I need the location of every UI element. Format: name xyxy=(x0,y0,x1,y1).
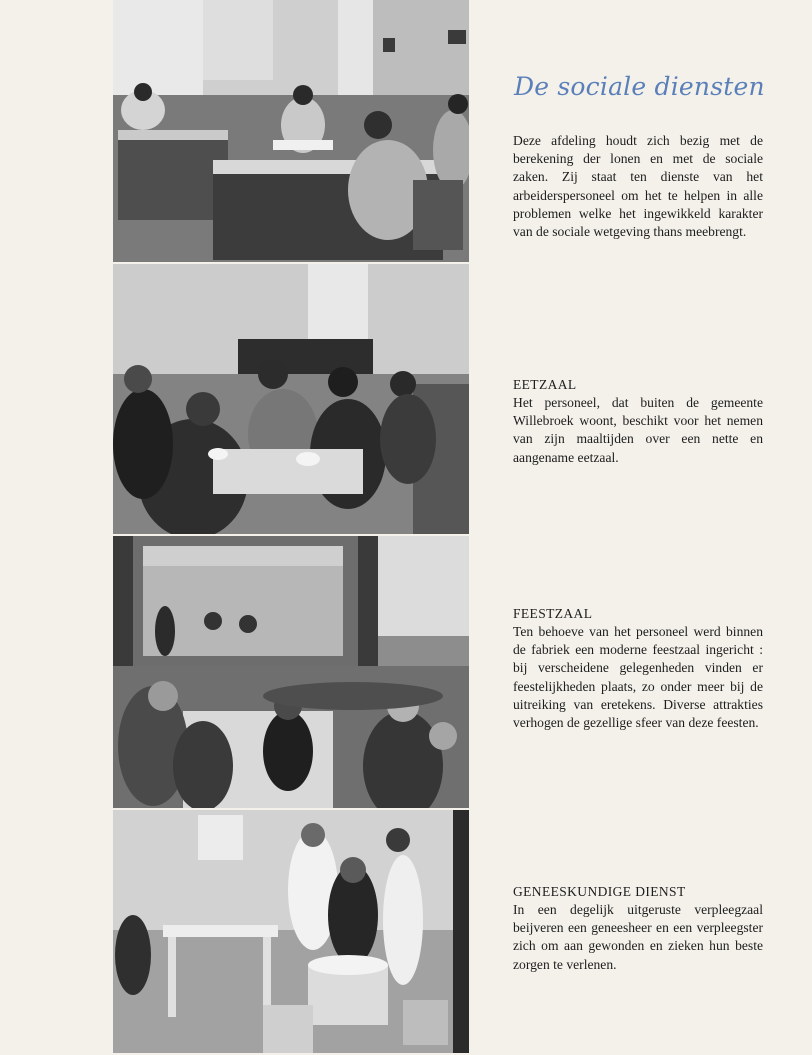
medical-service-photo xyxy=(113,810,469,1055)
section-geneeskundige-dienst xyxy=(513,884,763,974)
intro-block xyxy=(513,132,763,241)
section-heading-eetzaal: EETZAAL xyxy=(513,377,577,392)
page-title: De sociale diensten xyxy=(514,72,765,101)
section-text-geneeskundige-dienst: In een degelijk uitgeruste verpleegzaal beijveren een geneesheer en een verpleegster zich om aan gewonden en zieken hun beste zorgen te verlenen. xyxy=(513,902,763,972)
section-heading-feestzaal: FEESTZAAL xyxy=(513,606,593,621)
office-photo xyxy=(113,0,469,264)
section-eetzaal xyxy=(513,377,763,467)
section-feestzaal xyxy=(513,606,763,732)
section-heading-geneeskundige-dienst: GENEESKUNDIGE DIENST xyxy=(513,884,686,899)
intro-paragraph: Deze afdeling houdt zich bezig met de berekening der lonen en met de sociale zaken. Zij staat ten dienste van het arbeiderspersoneel om het te helpen in alle problemen welke het ingewikkeld karakter van de sociale wetgeving thans meebrengt. xyxy=(513,133,763,240)
dining-room-photo xyxy=(113,264,469,536)
festival-hall-photo xyxy=(113,536,469,810)
section-text-eetzaal: Het personeel, dat buiten de gemeente Willebroek woont, beschikt voor het nemen van zijn maaltijden over een nette en aangename eetzaal. xyxy=(513,395,763,465)
photo-column xyxy=(113,0,469,1053)
section-text-feestzaal: Ten behoeve van het personeel werd binnen de fabriek een moderne feestzaal ingericht : bij verscheidene gelegenheden vinden er feestelijkheden plaats, zo onder meer bij de uitreiking van eretekens. Diverse attrakties verhogen de gezellige sfeer van deze feesten. xyxy=(513,624,763,731)
